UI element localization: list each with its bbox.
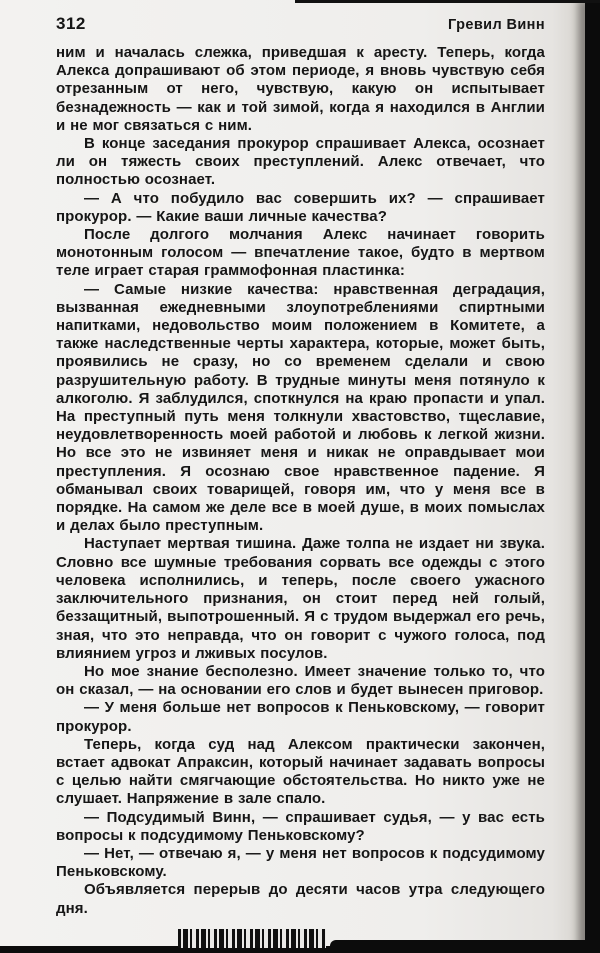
scan-artifact-barcode <box>178 929 326 948</box>
paragraph: Теперь, когда суд над Алексом практически закончен, встает адвокат Апраксин, который начинает задавать вопросы с целью найти смягчающие обстоятельства. Но никто уже не слушает. Напряжение в зале спало. <box>56 735 545 808</box>
paragraph: — А что побудило вас совершить их? — спрашивает прокурор. — Какие ваши личные качества? <box>56 189 545 225</box>
scan-edge-right <box>585 0 600 953</box>
scan-edge-bottom-right <box>330 940 600 953</box>
page-text <box>56 44 545 918</box>
running-head: Гревил Винн <box>448 17 545 33</box>
paragraph: — У меня больше нет вопросов к Пеньковскому, — говорит прокурор. <box>56 699 545 735</box>
paragraph: ним и началась слежка, приведшая к аресту. Теперь, когда Алекса допрашивают об этом периоде, я вновь чувствую себя отрезанным от него, чувствую, какую он испытывает безнадежность — как и той зимой, когда я находился в Англии и не мог связаться с ним. <box>56 44 545 134</box>
page-header <box>56 14 545 34</box>
scan-edge-top <box>295 0 600 3</box>
paragraph: — Нет, — отвечаю я, — у меня нет вопросов к подсудимому Пеньковскому. <box>56 844 545 881</box>
paragraph: В конце заседания прокурор спрашивает Алекса, осознает ли он тяжесть своих преступлений. Алекс отвечает, что полностью осознает. <box>56 135 545 189</box>
paragraph: — Самые низкие качества: нравственная деградация, вызванная ежедневными злоупотреблениями спиртными напитками, недовольство моим положением в Комитете, а также наследственные черты характера, которые, может быть, проявились не сразу, но со временем сделали и свою разрушительную работу. В трудные минуты меня потянуло к алкоголю. Я заблудился, споткнулся на краю пропасти и упал. На преступный путь меня толкнули хвастовство, тщеславие, неудовлетворенность моей работой и любовь к легкой жизни. Но все это не извиняет меня и никак не оправдывает мои преступления. Я осознаю свое нравственное падение. Я обманывал своих товарищей, говоря им, что у меня все в порядке. На самом же деле все в моей душе, в моих помыслах и делах было преступным. <box>56 280 545 535</box>
paragraph: После долгого молчания Алекс начинает говорить монотонным голосом — впечатление такое, будто в мертвом теле играет старая граммофонная пластинка: <box>56 226 545 280</box>
page-number: 312 <box>56 14 86 33</box>
paragraph: Но мое знание бесполезно. Имеет значение только то, что он сказал, — на основании его слов и будет вынесен приговор. <box>56 662 545 699</box>
paragraph: Объявляется перерыв до десяти часов утра следующего дня. <box>56 881 545 917</box>
paragraph: — Подсудимый Винн, — спрашивает судья, — у вас есть вопросы к подсудимому Пеньковскому? <box>56 808 545 844</box>
paragraph: Наступает мертвая тишина. Даже толпа не издает ни звука. Словно все шумные требования сорвать все одежды с этого человека исполнились, и теперь, после своего ужасного заключительного признания, он стоит перед ней голый, беззащитный, выпотрошенный. Я с трудом выдержал его речь, зная, что это неправда, что он говорит с чужого голоса, под влиянием угроз и лживых посулов. <box>56 535 545 662</box>
